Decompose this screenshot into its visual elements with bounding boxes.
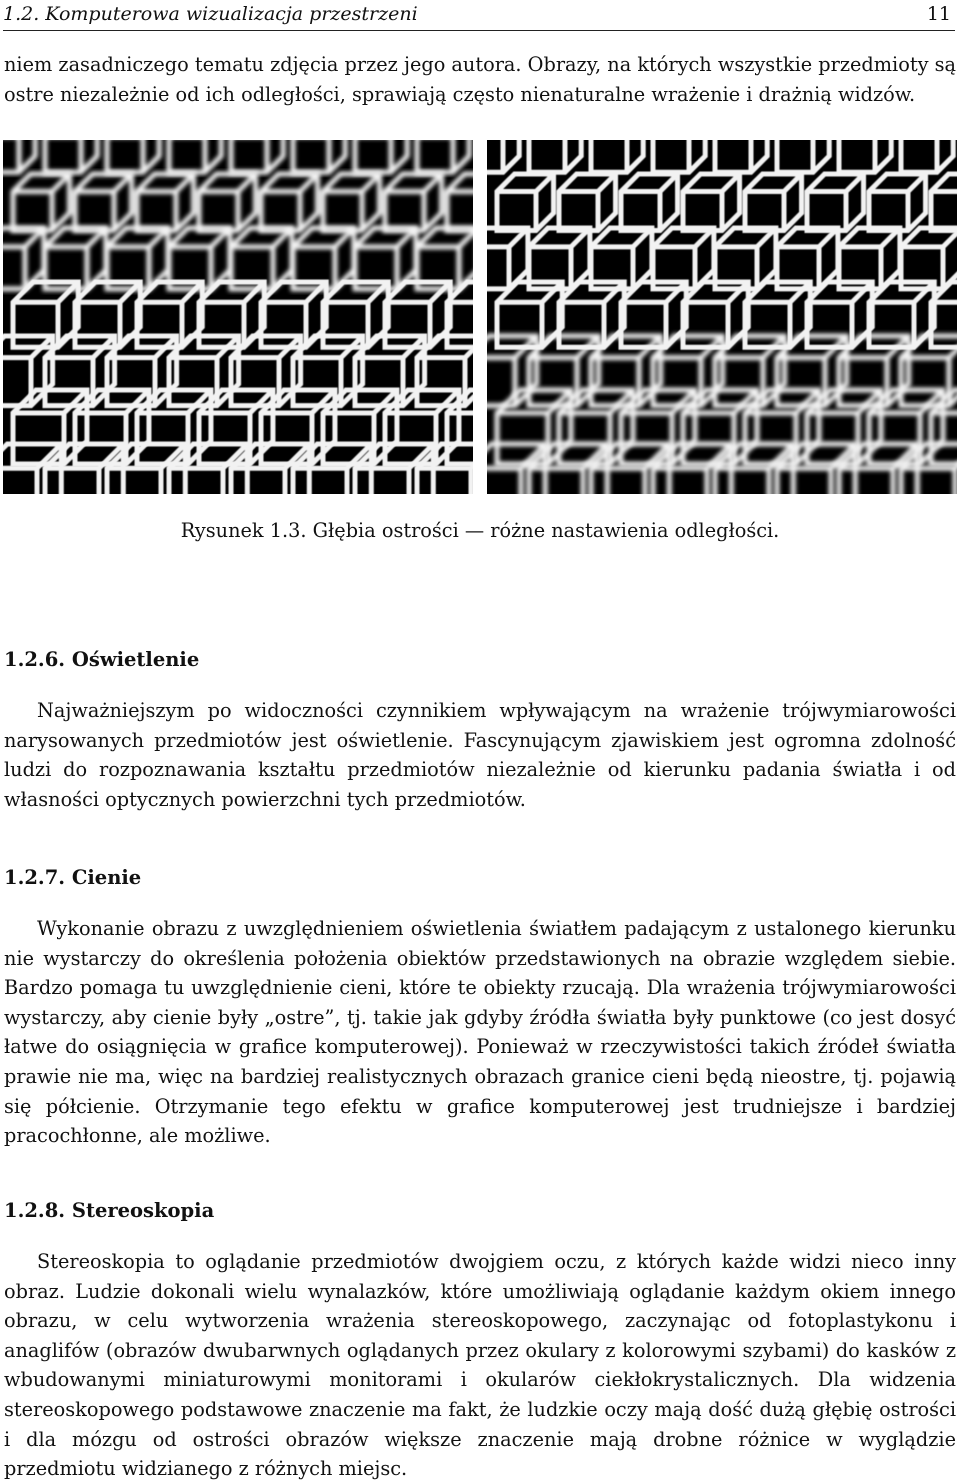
cube-row	[13, 174, 473, 231]
cube-pattern-right	[487, 140, 957, 494]
cube-row	[487, 140, 953, 172]
section-body-lighting: Najważniejszym po widoczności czynnikiem wpływającym na wrażenie trójwymiarowości narysowanych przedmiotów jest oświetlenie. Fascynującym zjawiskiem jest ogromna zdolność ludzi do rozpoznawania kształtu przedmiotów niezależnie od kierunku padania światła i od własności optycznych powierzchni tych przedmiotów.	[4, 699, 956, 811]
cube-pattern-left	[3, 140, 473, 494]
running-title: 1.2. Komputerowa wizualizacja przestrzeni	[3, 3, 418, 25]
figure-image-left	[3, 140, 473, 494]
running-header	[3, 0, 955, 31]
intro-paragraph: niem zasadniczego tematu zdjęcia przez jego autora. Obrazy, na których wszystkie przedmioty są ostre niezależnie od ich odległości, sprawiają często nienaturalne wrażenie i drażnią widzów.	[4, 53, 956, 106]
cube-row	[3, 140, 469, 172]
figure-caption: Rysunek 1.3. Głębia ostrości — różne nastawienia odległości.	[180, 519, 780, 542]
section-body-stereoscopy: Stereoskopia to oglądanie przedmiotów dwojgiem oczu, z których każde widzi nieco inny obraz. Ludzie dokonali wielu wynalazków, które umożliwiają oglądanie każdym okiem innego obrazu, w celu wytworzenia wrażenia stereoskopowego, zaczynając od fotoplastykonu i anaglifów (obrazów dwubarwnych oglądanych przez okulary z kolorowymi szybami) do kasków z wbudowanymi miniaturowymi monitorami i okularów ciekłokrystalicznych. Dla widzenia stereoskopowego podstawowe znaczenie ma fakt, że ludzkie oczy mają dość dużą głębię ostrości i dla mózgu od ostrości obrazów większe znaczenie mają drobne różnice w wyglądzie przedmiotu widzianego z różnych miejsc.	[4, 1250, 956, 1481]
page-number: 11	[926, 3, 951, 25]
section-title-shadows: 1.2.7. Cienie	[4, 866, 142, 889]
cube-row	[497, 174, 957, 231]
section-title-lighting: 1.2.6. Oświetlenie	[4, 648, 200, 671]
section-body-shadows: Wykonanie obrazu z uwzględnieniem oświetlenia światłem padającym z ustalonego kierunku nie wystarczy do określenia położenia obiektów przedstawionych na obrazie względem siebie. Bardzo pomaga tu uwzględnienie cieni, które te obiekty rzucają. Dla wrażenia trójwymiarowości wystarczy, aby cienie były „ostre”, tj. takie jak gdyby źródła światła były punktowe (co jest dosyć łatwe do osiągnięcia w grafice komputerowej). Ponieważ w rzeczywistości takich źródeł światła prawie nie ma, więc na bardziej realistycznych obrazach granice cieni będą nieostre, tj. pojawią się półcienie. Otrzymanie tego efektu w grafice komputerowej jest trudniejsze i bardziej pracochłonne, ale możliwe.	[4, 917, 956, 1148]
section-title-stereoscopy: 1.2.8. Stereoskopia	[4, 1199, 215, 1222]
figure-image-right	[487, 140, 957, 494]
